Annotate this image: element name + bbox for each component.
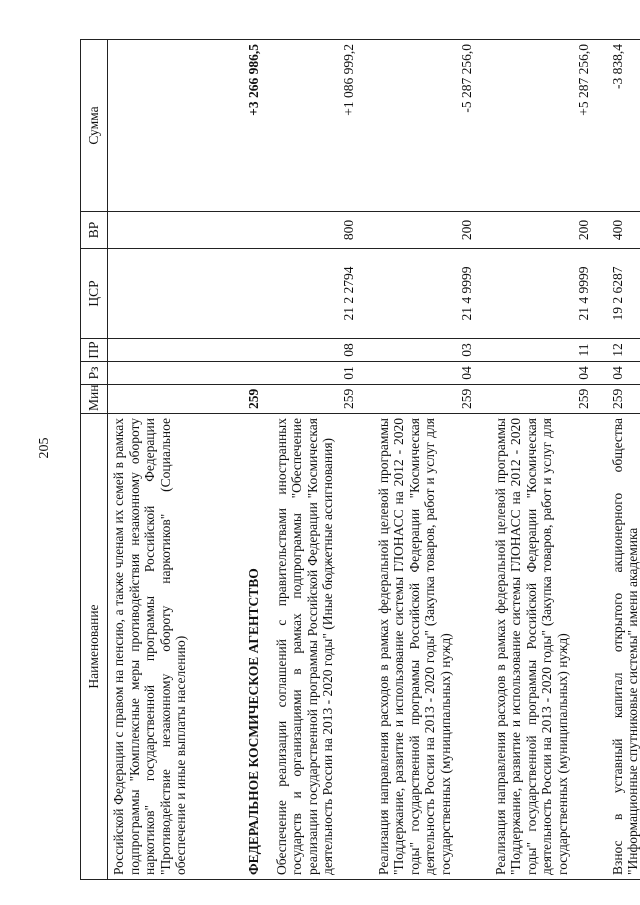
row-name: Взнос в уставный капитал открытого акционерного общества "Информационные спутниковые системы" имени академика	[607, 414, 640, 880]
row-csr	[238, 249, 271, 339]
row-sum: +5 287 256,0	[490, 40, 607, 212]
row-rz: 04	[490, 362, 607, 385]
header-rz: Рз	[81, 362, 108, 385]
row-vr	[238, 212, 271, 249]
row-pr	[238, 339, 271, 362]
row-rz: 01	[271, 362, 373, 385]
table-row	[373, 40, 490, 880]
row-rz: 04	[607, 362, 640, 385]
row-vr: 400	[607, 212, 640, 249]
row-pr	[108, 339, 238, 362]
row-min: 259	[238, 385, 271, 414]
row-pr: 11	[490, 339, 607, 362]
row-min: 259	[373, 385, 490, 414]
row-min	[108, 385, 238, 414]
header-csr: ЦСР	[81, 249, 108, 339]
row-csr: 21 4 9999	[373, 249, 490, 339]
table-row	[108, 40, 238, 880]
table-row	[607, 40, 640, 880]
row-rz: 04	[373, 362, 490, 385]
table-row	[490, 40, 607, 880]
header-vr: ВР	[81, 212, 108, 249]
row-min: 259	[607, 385, 640, 414]
row-csr	[108, 249, 238, 339]
rotated-page-content	[80, 40, 640, 880]
row-name: Реализация направления расходов в рамках федеральной целевой программы "Поддержание, развитие и использование системы ГЛОНАСС на 2012 - 2020 годы" государственной программы Российской Федерации "Космическая деятельность России на 2013 - 2020 годы" (Закупка товаров, работ и услуг для государственных (муниципальных) нужд)	[490, 414, 607, 880]
header-sum: Сумма	[81, 40, 108, 212]
header-name: Наименование	[81, 414, 108, 880]
table-header-row	[81, 40, 108, 880]
row-sum: +3 266 986,5	[238, 40, 271, 212]
row-pr: 12	[607, 339, 640, 362]
row-csr: 21 2 2794	[271, 249, 373, 339]
row-sum: +1 086 999,2	[271, 40, 373, 212]
row-min: 259	[490, 385, 607, 414]
row-vr: 200	[490, 212, 607, 249]
row-rz	[238, 362, 271, 385]
row-vr: 800	[271, 212, 373, 249]
row-sum	[108, 40, 238, 212]
page-number: 205	[37, 437, 52, 459]
row-pr: 08	[271, 339, 373, 362]
budget-table	[80, 39, 640, 880]
row-pr: 03	[373, 339, 490, 362]
table-row	[238, 40, 271, 880]
row-vr: 200	[373, 212, 490, 249]
table-row	[271, 40, 373, 880]
header-pr: ПР	[81, 339, 108, 362]
row-sum: -3 838,4	[607, 40, 640, 212]
row-name: Реализация направления расходов в рамках федеральной целевой программы "Поддержание, развитие и использование системы ГЛОНАСС на 2012 - 2020 годы" государственной программы Российской Федерации "Космическая деятельность России на 2013 - 2020 годы" (Закупка товаров, работ и услуг для государственных (муниципальных) нужд)	[373, 414, 490, 880]
row-min: 259	[271, 385, 373, 414]
header-min: Мин	[81, 385, 108, 414]
row-name: ФЕДЕРАЛЬНОЕ КОСМИЧЕСКОЕ АГЕНТСТВО	[238, 414, 271, 880]
row-sum: -5 287 256,0	[373, 40, 490, 212]
row-csr: 19 2 6287	[607, 249, 640, 339]
row-rz	[108, 362, 238, 385]
row-vr	[108, 212, 238, 249]
row-name: Обеспечение реализации соглашений с правительствами иностранных государств и организациями в рамках подпрограммы "Обеспечение реализации государственной программы Российской Федерации "Космическая деятельность России на 2013 - 2020 годы" (Иные бюджетные ассигнования)	[271, 414, 373, 880]
row-csr: 21 4 9999	[490, 249, 607, 339]
row-name: Российской Федерации с правом на пенсию, а также членам их семей в рамках подпрограммы "Комплексные меры противодействия незаконному обороту наркотиков" государственной программы Российской Федерации "Противодействие незаконному обороту наркотиков" (Социальное обеспечение и иные выплаты населению)	[108, 414, 238, 880]
